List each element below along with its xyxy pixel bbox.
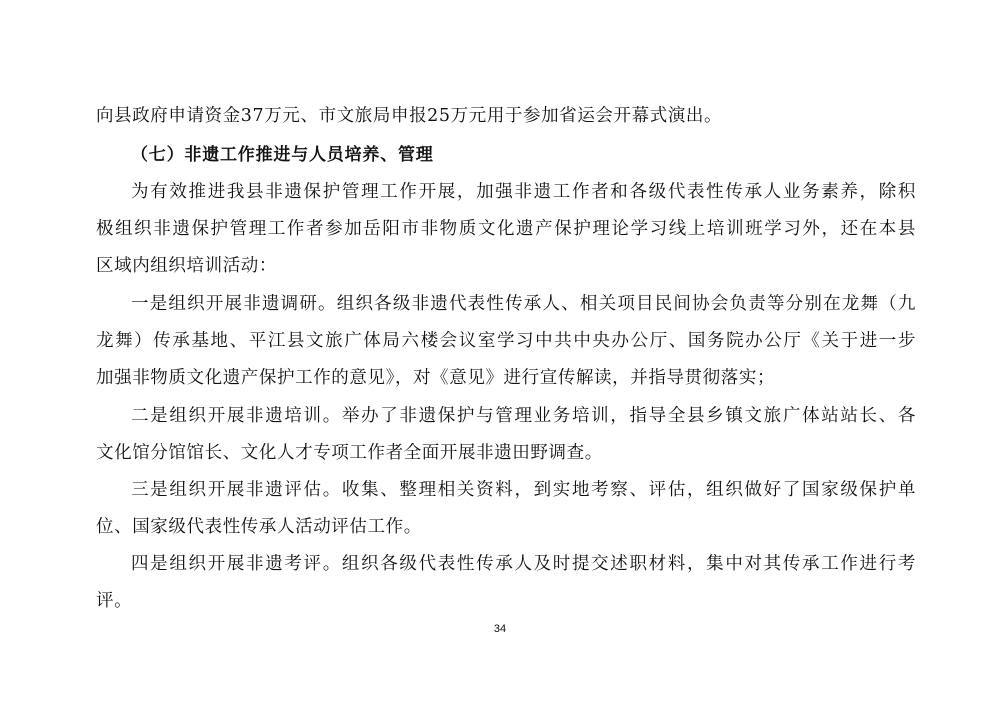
paragraph-line: 三是组织开展非遗评估。收集、整理相关资料，到实地考察、评估，组织做好了国家级保护单: [131, 480, 916, 500]
section-heading: （七）非遗工作推进与人员培养、管理: [131, 145, 434, 165]
paragraph-line: 文化馆分馆馆长、文化人才专项工作者全面开展非遗田野调查。: [96, 443, 603, 463]
paragraph-line: 加强非物质文化遗产保护工作的意见》，对《意见》进行宣传解读，并指导贯彻落实；: [96, 368, 776, 388]
paragraph-line: 评。: [96, 591, 133, 611]
paragraph-line: 极组织非遗保护管理工作者参加岳阳市非物质文化遗产保护理论学习线上培训班学习外，还在本县: [96, 219, 916, 239]
paragraph-line: 一是组织开展非遗调研。组织各级非遗代表性传承人、相关项目民间协会负责等分别在龙舞（九: [131, 294, 916, 314]
paragraph-line: 龙舞）传承基地、平江县文旅广体局六楼会议室学习中共中央办公厅、国务院办公厅《关于进一步: [96, 331, 916, 351]
page-number: 34: [493, 623, 507, 635]
paragraph-line: 二是组织开展非遗培训。举办了非遗保护与管理业务培训，指导全县乡镇文旅广体站站长、各: [131, 406, 916, 426]
paragraph-line: 四是组织开展非遗考评。组织各级代表性传承人及时提交述职材料，集中对其传承工作进行考: [131, 554, 916, 574]
paragraph-line: 位、国家级代表性传承人活动评估工作。: [96, 517, 422, 537]
paragraph-line: 向县政府申请资金37万元、市文旅局申报25万元用于参加省运会开幕式演出。: [96, 106, 723, 126]
paragraph-line: 为有效推进我县非遗保护管理工作开展，加强非遗工作者和各级代表性传承人业务素养，除积: [131, 182, 916, 202]
paragraph-line: 区域内组织培训活动：: [96, 256, 277, 276]
